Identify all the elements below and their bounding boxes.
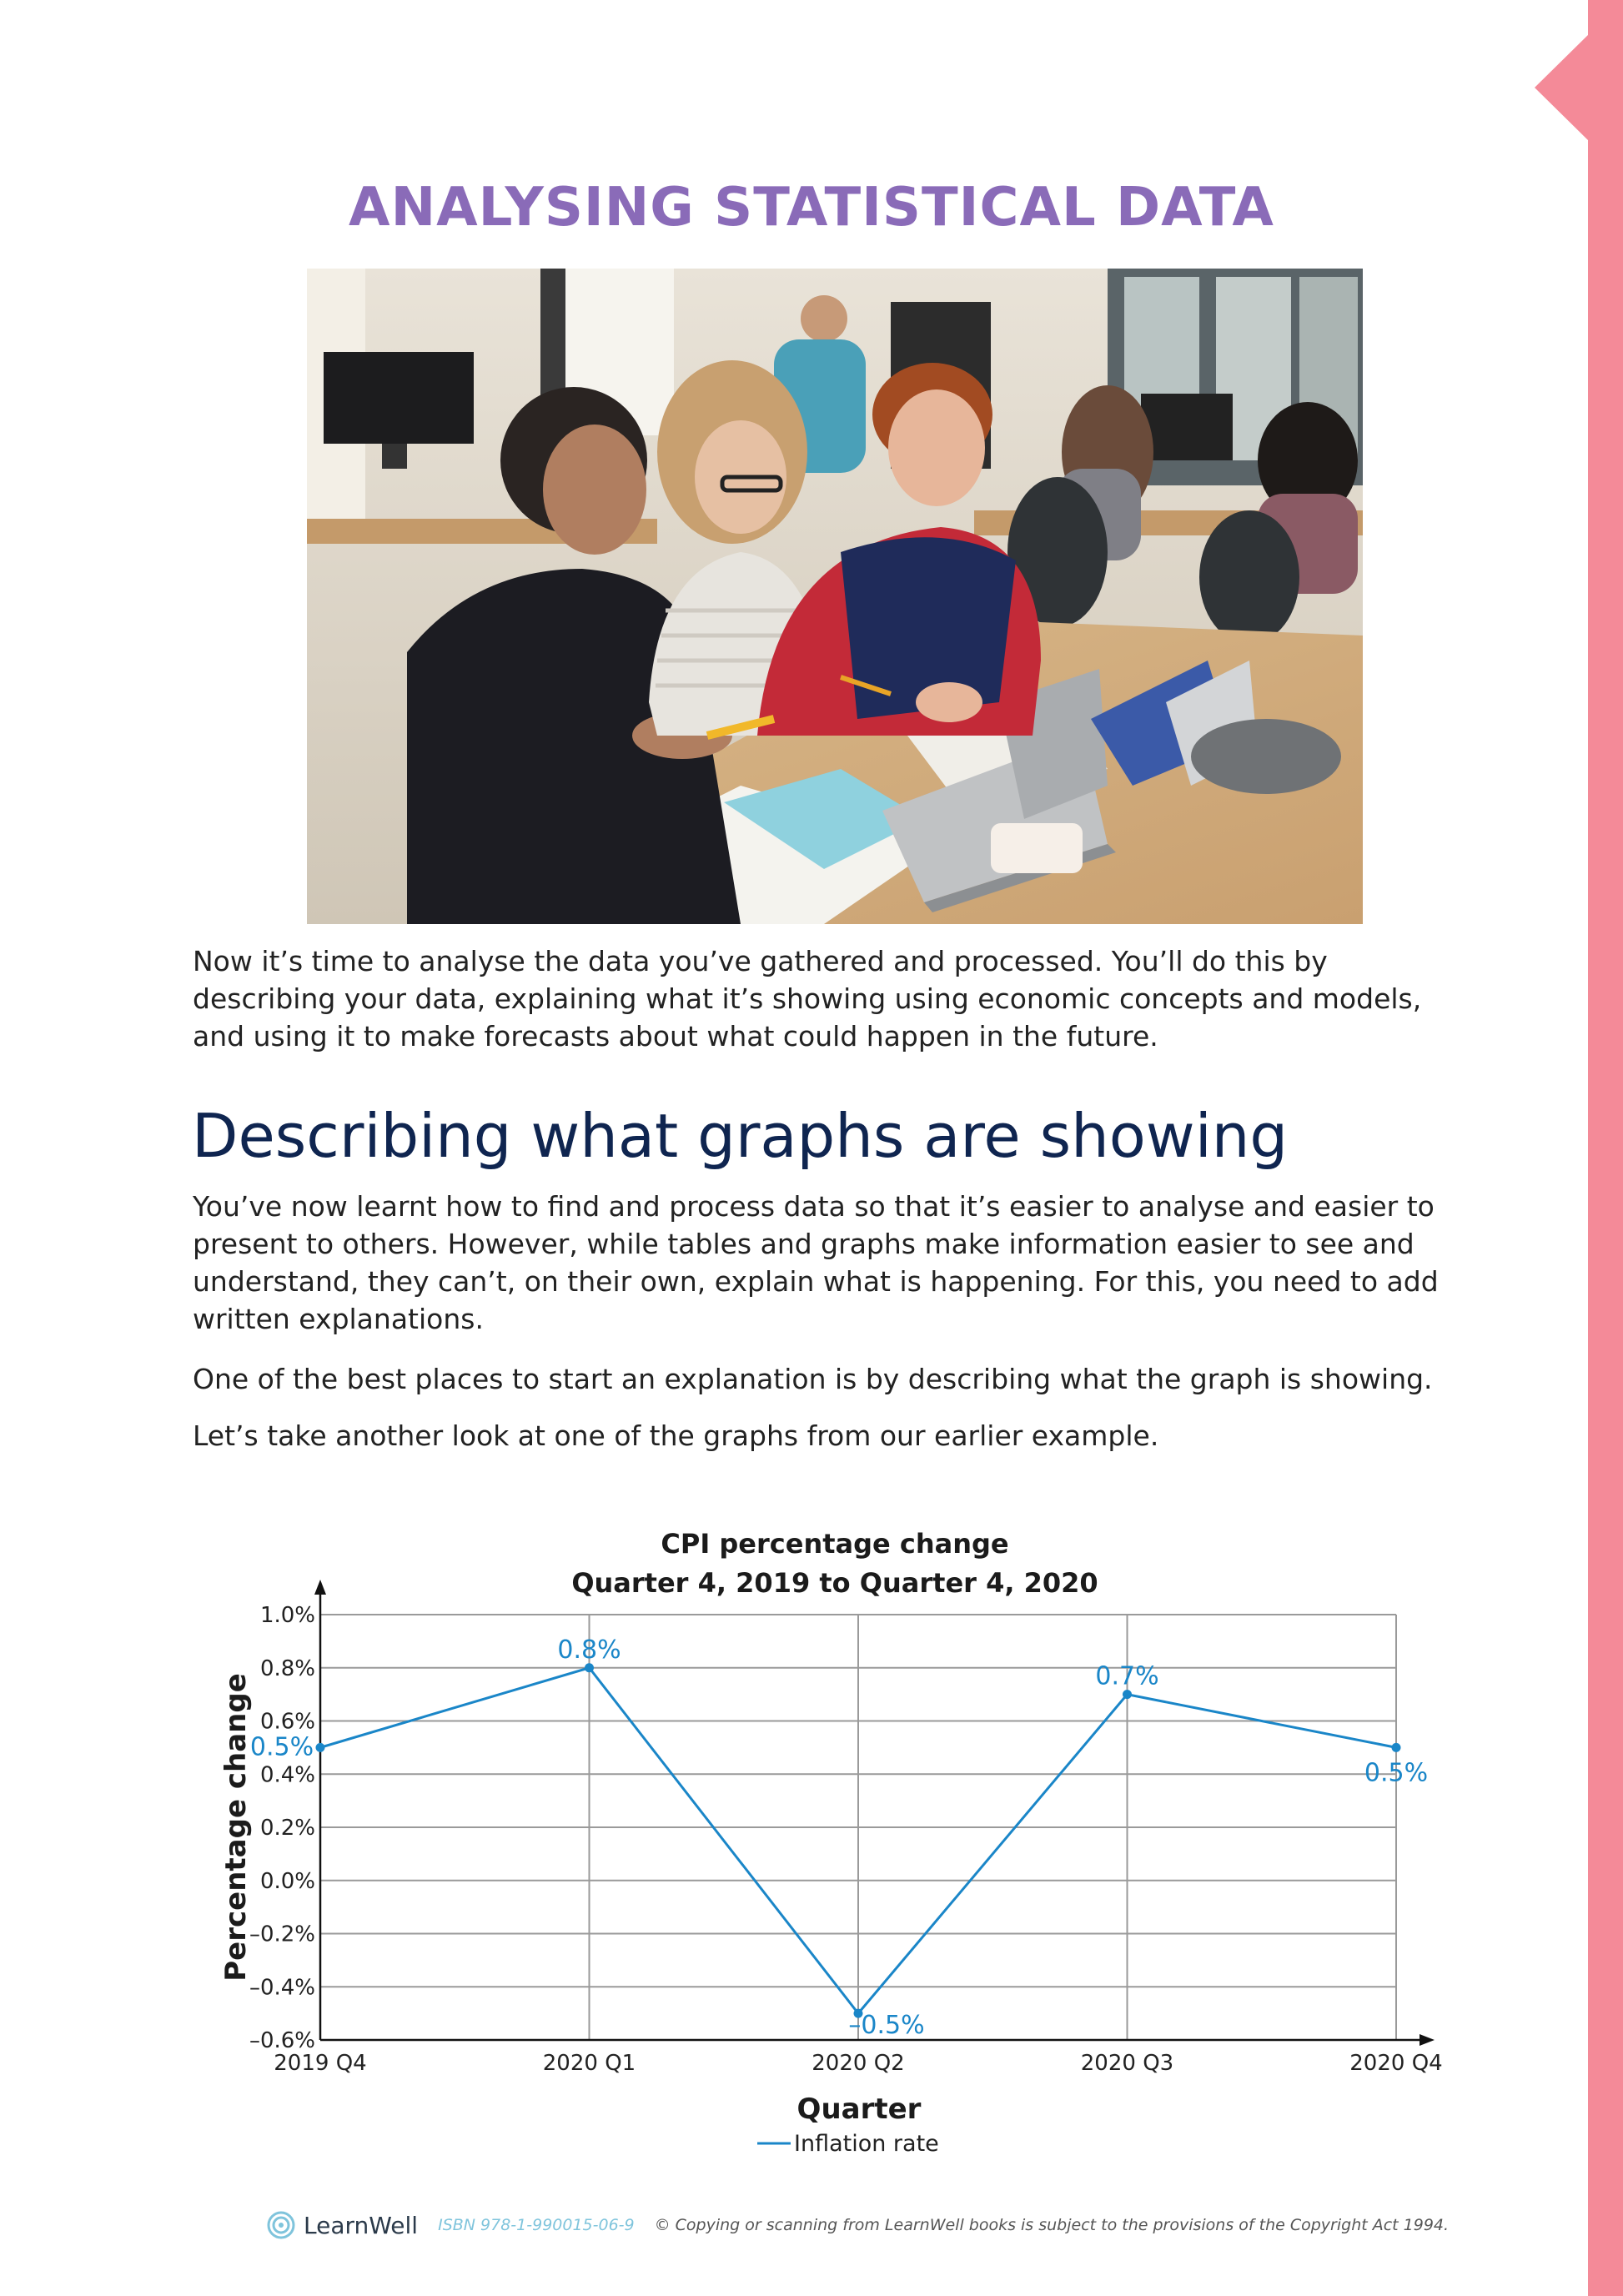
x-tick-label: 2019 Q4 [274, 2051, 367, 2076]
y-tick-label: 0.0% [259, 1868, 315, 1894]
y-tick-label: 0.4% [259, 1762, 315, 1788]
cpi-chart-svg [0, 1501, 1623, 2168]
data-label: 0.8% [557, 1635, 621, 1665]
data-label: 0.5% [1364, 1758, 1429, 1788]
y-tick-label: –0.2% [249, 1922, 315, 1947]
y-tick-label: 0.2% [259, 1816, 315, 1841]
y-tick-label: –0.4% [249, 1975, 315, 2001]
data-label: –0.5% [848, 2011, 925, 2041]
body-paragraph-1: You’ve now learnt how to find and process data so that it’s easier to analyse and easier to present to others. However, while tables and graphs make information easier to see and understand, they can’t, on their own, explain what is happening. For this, you need to add written explanations. [193, 1190, 1439, 1335]
chart-title: CPI percentage change [661, 1528, 1009, 1560]
footer-copyright: © Copying or scanning from LearnWell books is subject to the provisions of the Copyright Act 1994. [654, 2216, 1450, 2234]
students-photo [307, 269, 1363, 924]
x-axis-arrow [1419, 2034, 1435, 2046]
legend-label: Inflation rate [794, 2131, 939, 2157]
data-point [1392, 1743, 1401, 1752]
side-tab-marker [1535, 33, 1590, 142]
data-label: 0.5% [249, 1732, 314, 1762]
y-tick-label: –0.6% [249, 2028, 315, 2053]
x-tick-label: 2020 Q3 [1080, 2051, 1174, 2076]
cpi-chart [0, 1501, 1623, 2168]
data-point [585, 1663, 594, 1672]
section-heading: Describing what graphs are showing [192, 1101, 1289, 1171]
body-paragraph-3: Let’s take another look at one of the graphs from our earlier example. [193, 1419, 1159, 1452]
y-tick-label: 0.6% [259, 1709, 315, 1735]
x-tick-label: 2020 Q1 [542, 2051, 636, 2076]
body-paragraph-2: One of the best places to start an explanation is by describing what the graph is showing. [193, 1363, 1433, 1395]
learnwell-logo-icon [267, 2211, 295, 2239]
footer [267, 2207, 1449, 2243]
x-axis-label: Quarter [796, 2093, 922, 2126]
x-tick-label: 2020 Q4 [1349, 2051, 1443, 2076]
y-axis-arrow [314, 1580, 326, 1595]
data-point [1123, 1690, 1132, 1699]
footer-isbn: ISBN 978-1-990015-06-9 [438, 2216, 635, 2234]
intro-paragraph: Now it’s time to analyse the data you’ve gathered and processed. You’ll do this by describing your data, explaining what it’s showing using economic concepts and models, and using it to make forecasts about what could happen in the future. [193, 945, 1422, 1053]
x-tick-label: 2020 Q2 [812, 2051, 905, 2076]
y-tick-label: 0.8% [259, 1655, 315, 1681]
y-tick-label: 1.0% [259, 1603, 315, 1628]
data-point [316, 1743, 325, 1752]
data-label: 0.7% [1095, 1661, 1159, 1691]
chart-subtitle: Quarter 4, 2019 to Quarter 4, 2020 [571, 1567, 1098, 1599]
footer-brand: LearnWell [304, 2211, 419, 2239]
page-title: ANALYSING STATISTICAL DATA [349, 177, 1274, 239]
y-axis-label: Percentage change [219, 1673, 253, 1982]
